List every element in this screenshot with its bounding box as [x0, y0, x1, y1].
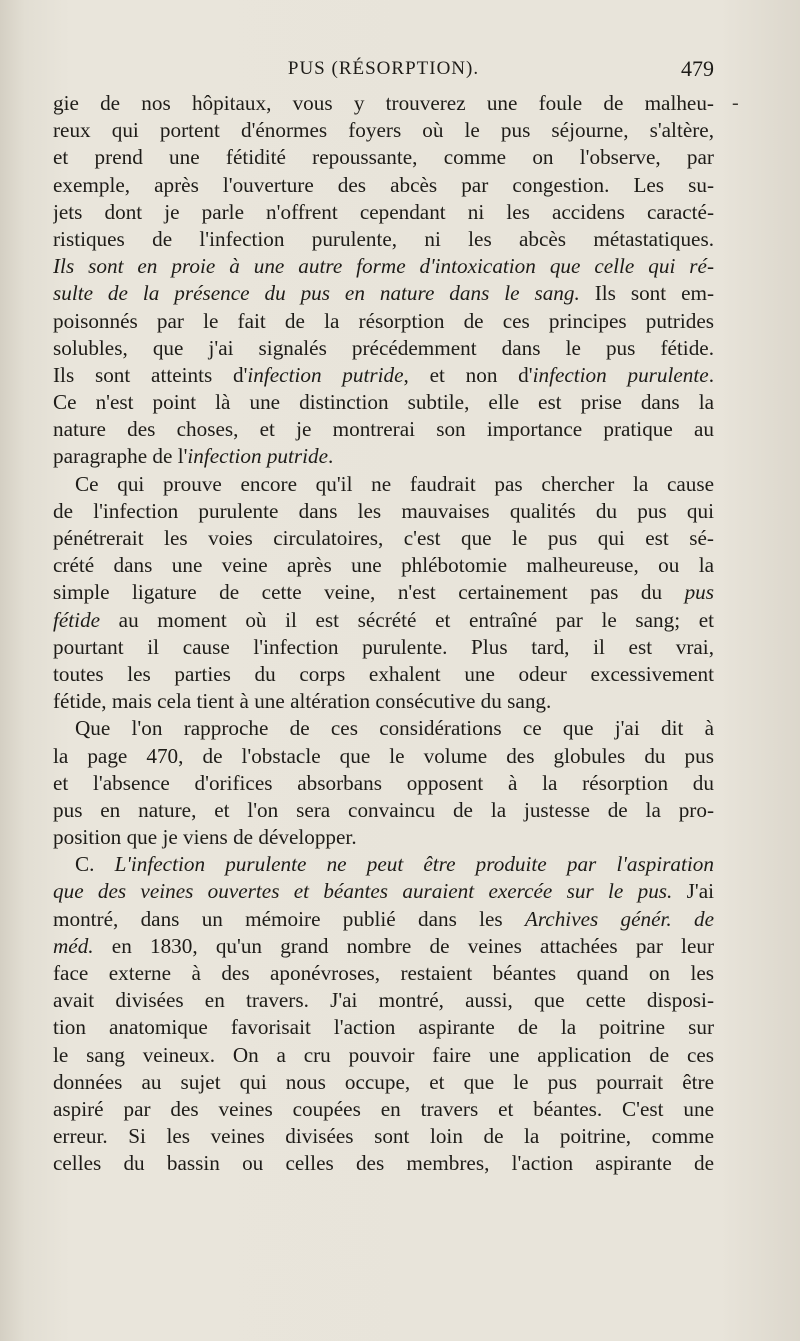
text-line [53, 226, 714, 253]
text-line [53, 525, 714, 552]
text-run: et prend une fétidité repoussante, comme on l'observe, par [53, 145, 714, 170]
italic-run: infection putride [247, 362, 404, 387]
text-run: tion anatomique favorisait l'action aspirante de la poitrine sur [53, 1015, 714, 1040]
text-run: Que l'on rapproche de ces considérations ce que j'ai dit à [75, 716, 714, 741]
text-run: C. [75, 852, 115, 877]
text-run: montré, dans un mémoire publié dans les [53, 906, 525, 931]
text-line [53, 144, 714, 171]
text-run: toutes les parties du corps exhalent une odeur excessivement [53, 661, 714, 686]
text-line [53, 172, 714, 199]
text-line [53, 1096, 714, 1123]
text-line [53, 770, 714, 797]
text-run: position que je viens de développer. [53, 825, 357, 850]
text-line [53, 661, 714, 688]
text-run: fétide, mais cela tient à une altération consécutive du sang. [53, 689, 552, 714]
italic-run: infection purulente [532, 362, 709, 387]
italic-run: sulte de la présence du pus en nature dans le sang. [53, 281, 580, 306]
text-run: la page 470, de l'obstacle que le volume des globules du pus [53, 743, 714, 768]
text-run: crété dans une veine après une phlébotomie malheureuse, ou la [53, 553, 714, 578]
text-line [53, 1123, 714, 1150]
body-text [53, 90, 714, 1178]
text-line [53, 715, 714, 742]
text-run: Ce qui prouve encore qu'il ne faudrait pas chercher la cause [75, 471, 714, 496]
text-line [53, 933, 714, 960]
text-line [53, 851, 714, 878]
text-line [53, 117, 714, 144]
text-line [53, 1069, 714, 1096]
text-line [53, 199, 714, 226]
text-run: données au sujet qui nous occupe, et que le pus pourrait être [53, 1069, 714, 1094]
text-line [53, 471, 714, 498]
text-run: aspiré par des veines coupées en travers et béantes. C'est une [53, 1096, 714, 1121]
text-line [53, 1150, 714, 1177]
text-line [53, 280, 714, 307]
text-line [53, 362, 714, 389]
text-run: Ils sont atteints d' [53, 362, 248, 387]
text-run: pus en nature, et l'on sera convaincu de la justesse de la pro- [53, 797, 714, 822]
margin-mark: - [732, 92, 739, 114]
text-line [53, 688, 714, 715]
italic-run: Archives génér. de [524, 906, 714, 931]
running-title: PUS (RÉSORPTION). [287, 58, 480, 79]
text-line [53, 824, 714, 851]
text-line [53, 987, 714, 1014]
text-line [53, 607, 714, 634]
text-run: pénétrerait les voies circulatoires, c'est que le pus qui est sé- [53, 526, 714, 550]
text-run: gie de nos hôpitaux, vous y trouverez une foule de malheu- [53, 91, 714, 115]
italic-run: méd. [53, 933, 94, 958]
text-line [53, 389, 714, 416]
running-head [53, 56, 714, 86]
text-run: pourtant il cause l'infection purulente. Plus tard, il est vrai, [53, 634, 714, 659]
text-line [53, 1042, 714, 1069]
text-line [53, 498, 714, 525]
text-run: avait divisées en travers. J'ai montré, aussi, que cette disposi- [53, 988, 714, 1013]
text-run: et l'absence d'orifices absorbans opposent à la résorption du [53, 770, 714, 795]
text-run: exemple, après l'ouverture des abcès par congestion. Les su- [53, 172, 714, 197]
text-run: , et non d' [403, 362, 533, 387]
text-run: jets dont je parle n'offrent cependant ni les accidens caracté- [53, 199, 714, 224]
italic-run: que des veines ouvertes et béantes auraient exercée sur le pus. [53, 879, 673, 904]
text-run: face externe à des aponévroses, restaient béantes quand on les [53, 961, 714, 985]
text-run: en 1830, qu'un grand nombre de veines attachées par leur [93, 933, 714, 958]
text-line [53, 878, 714, 905]
text-line [53, 579, 714, 606]
text-run: le sang veineux. On a cru pouvoir faire une application de ces [53, 1042, 714, 1067]
text-run: solubles, que j'ai signalés précédemment dans le pus fétide. [53, 335, 714, 360]
text-run: ristiques de l'infection purulente, ni les abcès métastatiques. [53, 226, 714, 251]
text-line [53, 308, 714, 335]
text-run: nature des choses, et je montrerai son importance pratique au [53, 417, 714, 442]
text-line [53, 906, 714, 933]
text-line [53, 552, 714, 579]
text-run: celles du bassin ou celles des membres, l'action aspirante de [53, 1151, 714, 1176]
text-run: Ce n'est point là une distinction subtile, elle est prise dans la [53, 390, 714, 415]
italic-run: infection putride [187, 444, 329, 469]
text-run: de l'infection purulente dans les mauvaises qualités du pus qui [53, 498, 714, 523]
text-run: . [708, 362, 714, 387]
text-line [53, 253, 714, 280]
italic-run: L'infection purulente ne peut être produite par l'aspiration [114, 852, 714, 877]
page-number: 479 [681, 56, 714, 81]
text-run: paragraphe de l' [53, 444, 188, 469]
text-line [53, 416, 714, 443]
text-line [53, 443, 714, 470]
text-run: J'ai [672, 879, 714, 904]
italic-run: Ils sont en proie à une autre forme d'intoxication que celle qui ré- [53, 254, 714, 279]
text-line [53, 335, 714, 362]
text-line [53, 634, 714, 661]
text-run: au moment où il est sécrété et entraîné par le sang; et [100, 607, 714, 632]
italic-run: pus [684, 580, 714, 605]
text-run: erreur. Si les veines divisées sont loin de la poitrine, comme [53, 1124, 714, 1149]
text-line [53, 797, 714, 824]
text-run: poisonnés par le fait de la résorption de ces principes putrides [53, 308, 714, 333]
text-line [53, 90, 714, 117]
text-run: Ils sont em- [579, 281, 714, 306]
text-line [53, 743, 714, 770]
text-line [53, 960, 714, 987]
text-run: . [328, 444, 334, 469]
text-line [53, 1014, 714, 1041]
text-run: simple ligature de cette veine, n'est certainement pas du [53, 580, 685, 605]
italic-run: fétide [53, 607, 101, 632]
text-run: reux qui portent d'énormes foyers où le pus séjourne, s'altère, [53, 118, 714, 143]
